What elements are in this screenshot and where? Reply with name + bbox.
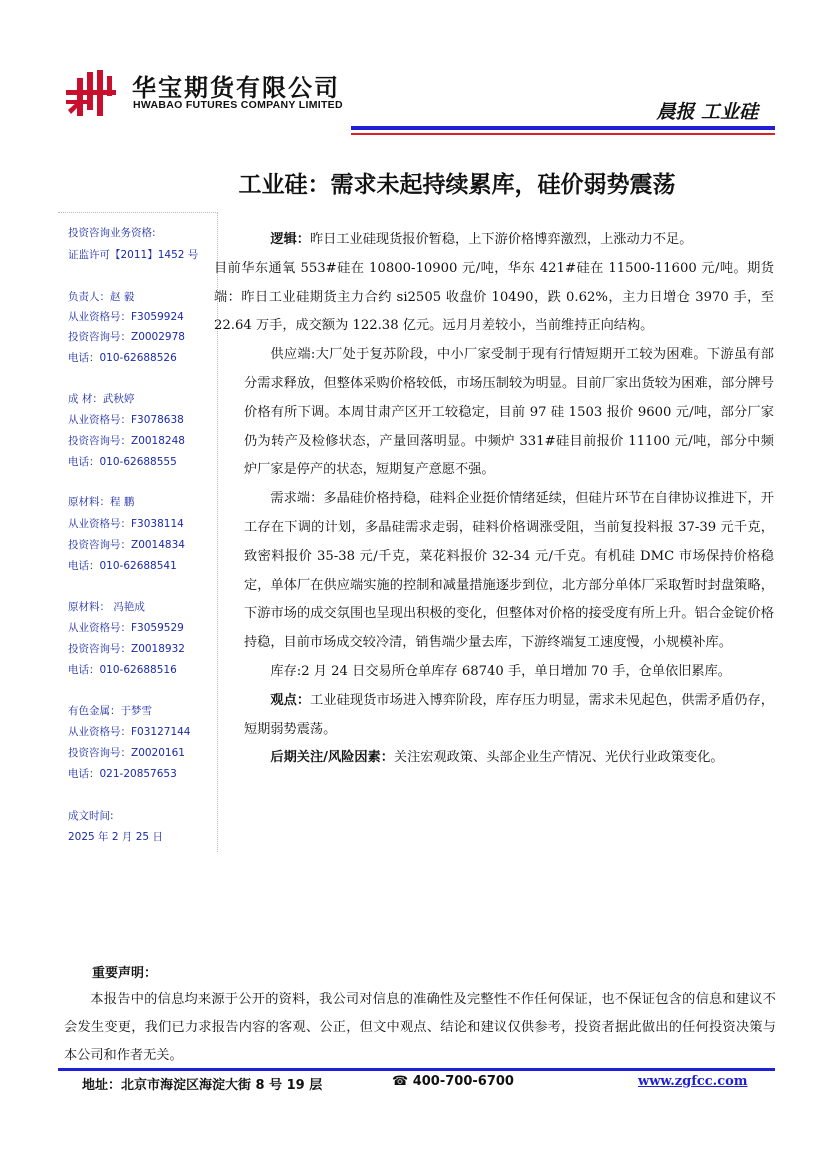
logic-text: 昨日工业硅现货报价暂稳，上下游价格博弈激烈，上涨动力不足。 bbox=[309, 232, 693, 247]
view-paragraph bbox=[244, 687, 774, 745]
view-text: 工业硅现货市场进入博弈阶段，库存压力明显，需求未见起色，供需矛盾仍存，短期弱势震荡。 bbox=[244, 692, 774, 737]
sidebar-line: 成文时间: bbox=[68, 810, 114, 822]
footer-address: 地址：北京市海淀区海淀大街 8 号 19 层 bbox=[82, 1078, 323, 1093]
logic-label: 逻辑： bbox=[270, 232, 310, 247]
sidebar-line: 原材料： 冯艳成 bbox=[68, 601, 145, 613]
header-divider-red bbox=[351, 133, 775, 135]
sidebar-line: 电话：010-62688516 bbox=[68, 664, 177, 676]
sidebar-line: 证监许可【2011】1452 号 bbox=[68, 249, 199, 261]
sidebar-line: 从业资格号：F3059924 bbox=[68, 311, 184, 323]
inventory-paragraph: 库存:2 月 24 日交易所仓单库存 68740 手，单日增加 70 手，仓单依旧累库。 bbox=[270, 663, 731, 679]
sidebar-line: 原材料：程 鹏 bbox=[68, 496, 135, 508]
footer-website-link[interactable]: www.zgfcc.com bbox=[638, 1074, 748, 1089]
demand-paragraph: 需求端：多晶硅价格持稳，硅料企业挺价情绪延续，但硅片环节在自律协议推进下，开工存在下调的计划，多晶硅需求走弱，硅料价格调涨受阻，当前复投料报 37-39 元千克，致密料报价 35-38 元/千克，菜花料报价 32-34 元/千克。有机硅 DMC 市场保持价格稳定，单体厂在供应端实施的控制和减量措施逐步到位，北方部分单体厂采取暂时封盘策略，下游市场的成交氛围也呈现出积极的变化，但整体对价格的接受度有所上升。铝合金锭价格持稳，目前市场成交较冷清，销售端少量去库，下游终端复工速度慢，小规模补库。 bbox=[244, 491, 774, 651]
header-divider-blue bbox=[351, 126, 775, 130]
sidebar-line: 从业资格号：F3059529 bbox=[68, 622, 184, 634]
sidebar-line: 成 材：武秋婷 bbox=[68, 393, 135, 405]
sidebar-line: 投资咨询号：Z0002978 bbox=[68, 331, 185, 343]
sidebar-line: 负责人：赵 毅 bbox=[68, 291, 135, 303]
sidebar-line: 从业资格号：F03127144 bbox=[68, 726, 191, 738]
report-body bbox=[214, 226, 774, 773]
sidebar-line: 从业资格号：F3078638 bbox=[68, 414, 184, 426]
view-label: 观点： bbox=[270, 692, 311, 708]
logic-paragraph-cont: 目前华东通氧 553#硅在 10800-10900 元/吨，华东 421#硅在 11500-11600 元/吨。期货端：昨日工业硅期货主力合约 si2505 收盘价 10490，跌 0.62%，主力日增仓 3970 手，至 22.64 万手，成交额为 122.38 亿元。远月月差较小，当前维持正向结构。 bbox=[214, 260, 774, 334]
logic-paragraph bbox=[244, 226, 774, 255]
disclaimer-title: 重要声明： bbox=[92, 966, 158, 981]
disclaimer-text: 本报告中的信息均来源于公开的资料，我公司对信息的准确性及完整性不作任何保证，也不保证包含的信息和建议不会发生变更，我们已力求报告内容的客观、公正，但文中观点、结论和建议仅供参考，投资者据此做出的任何投资决策与本公司和作者无关。 bbox=[64, 992, 776, 1063]
company-logo bbox=[66, 70, 116, 116]
sidebar-line: 有色金属：于梦雪 bbox=[68, 705, 152, 717]
sidebar-line: 电话：021-20857653 bbox=[68, 768, 177, 780]
report-tag: 晨报 工业硅 bbox=[656, 101, 758, 123]
sidebar-line: 电话：010-62688526 bbox=[68, 352, 177, 364]
footer-divider bbox=[58, 1068, 775, 1071]
analyst-sidebar bbox=[58, 212, 218, 852]
sidebar-line: 投资咨询号：Z0014834 bbox=[68, 539, 185, 551]
sidebar-line: 2025 年 2 月 25 日 bbox=[68, 831, 163, 843]
company-name-cn: 华宝期货有限公司 bbox=[132, 74, 340, 102]
sidebar-line: 电话：010-62688541 bbox=[68, 560, 177, 572]
company-name-en: HWABAO FUTURES COMPANY LIMITED bbox=[133, 99, 343, 111]
sidebar-line: 投资咨询业务资格: bbox=[68, 227, 156, 239]
report-title: 工业硅：需求未起持续累库，硅价弱势震荡 bbox=[238, 172, 676, 198]
supply-paragraph: 供应端:大厂处于复苏阶段，中小厂家受制于现有行情短期开工较为困难。下游虽有部分需求释放，但整体采购价格较低，市场压制较为明显。目前厂家出货较为困难，部分牌号价格有所下调。本周甘肃产区开工较稳定，目前 97 硅 1503 报价 9600 元/吨，部分厂家仍为转产及检修状态，产量回落明显。中频炉 331#硅目前报价 11100 元/吨，部分中频炉厂家是停产的状态，短期复产意愿不强。 bbox=[244, 347, 774, 478]
risk-label: 后期关注/风险因素： bbox=[270, 750, 394, 766]
sidebar-line: 投资咨询号：Z0018932 bbox=[68, 643, 185, 655]
sidebar-line: 电话：010-62688555 bbox=[68, 456, 177, 468]
risk-paragraph bbox=[244, 744, 774, 773]
sidebar-line: 投资咨询号：Z0018248 bbox=[68, 435, 185, 447]
footer-phone: ☎ 400-700-6700 bbox=[392, 1074, 514, 1089]
sidebar-line: 从业资格号：F3038114 bbox=[68, 518, 184, 530]
sidebar-line: 投资咨询号：Z0020161 bbox=[68, 747, 185, 759]
risk-text: 关注宏观政策、头部企业生产情况、光伏行业政策变化。 bbox=[393, 750, 724, 766]
